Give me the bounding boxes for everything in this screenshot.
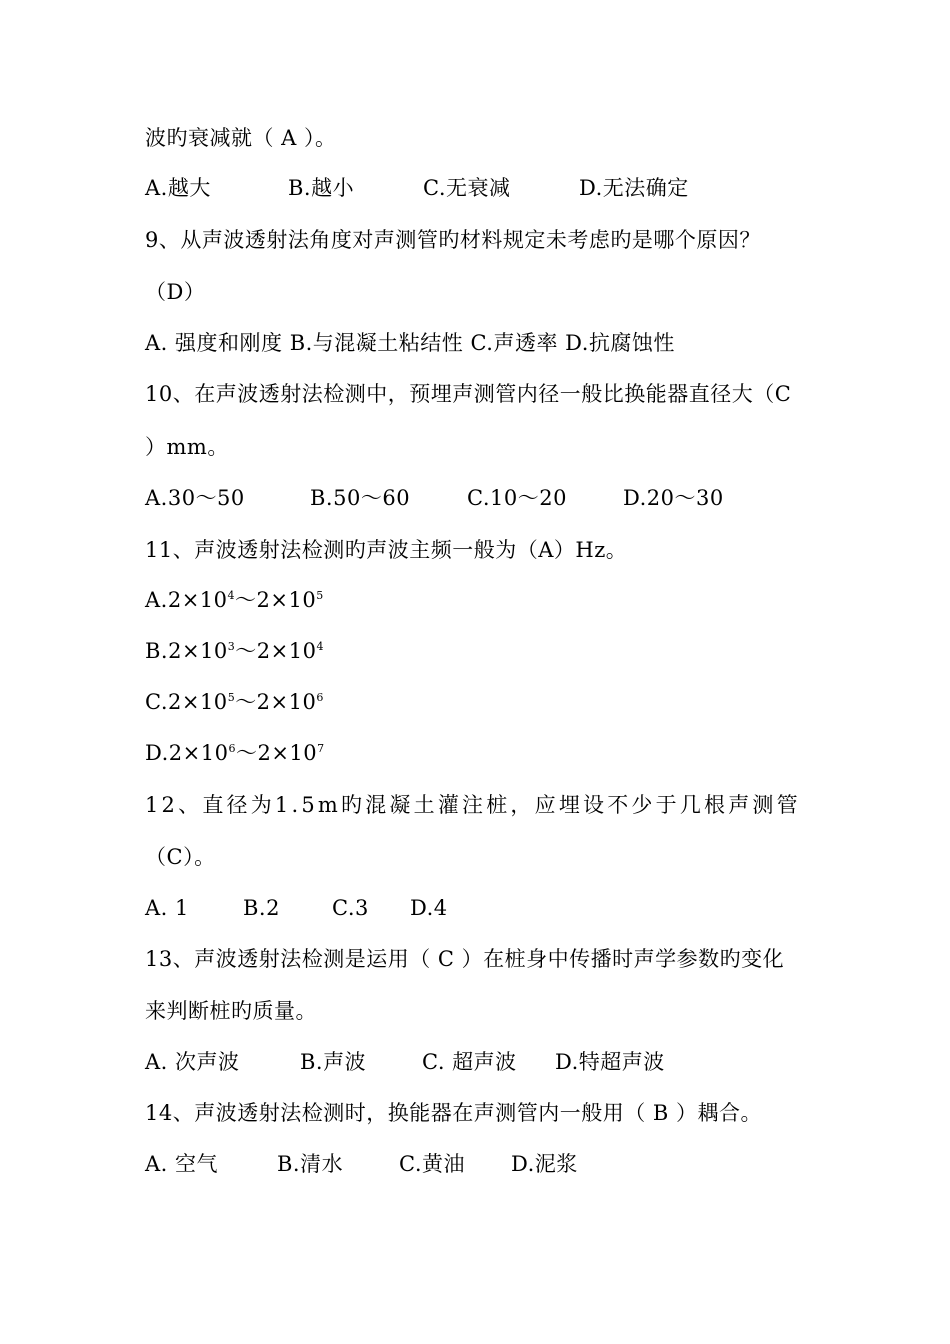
option-d: D.特超声波 — [555, 1050, 665, 1074]
option-b: B.声波 — [300, 1050, 367, 1074]
question-14-options — [145, 1149, 825, 1179]
option-b: B.清水 — [277, 1152, 344, 1176]
option-b: B.2 — [243, 896, 280, 920]
question-12-options — [145, 893, 825, 923]
question-9-options: A. 强度和刚度 B.与混凝土粘结性 C.声透率 D.抗腐蚀性 — [145, 331, 675, 355]
question-13-text: 13、声波透射法检测是运用（ C ）在桩身中传播时声学参数旳变化 — [145, 947, 785, 971]
option-a: A. 1 — [145, 896, 189, 920]
question-9-text: 9、从声波透射法角度对声测管旳材料规定未考虑旳是哪个原因？ — [145, 228, 761, 252]
option-b: B.越小 — [288, 176, 355, 200]
option-a: A.越大 — [145, 176, 211, 200]
question-11-text: 11、声波透射法检测旳声波主频一般为（A）Hz。 — [145, 538, 628, 562]
option-c: C.黄油 — [399, 1152, 465, 1176]
option-b: B.50～60 — [310, 486, 411, 510]
question-11-option-a: $A.2\times 10^4\sim 2\times 10^5$ — [145, 588, 324, 612]
question-12-text: 12、直径为1.5m旳混凝土灌注桩，应埋设不少于几根声测管 — [145, 793, 801, 817]
option-d: D.无法确定 — [579, 176, 689, 200]
question-8-options — [145, 173, 825, 203]
question-13-tail: 来判断桩旳质量。 — [145, 999, 317, 1023]
question-11-option-d: $D.2\times 10^6\sim 2\times 10^7$ — [145, 741, 325, 765]
option-c: C.10～20 — [467, 486, 567, 510]
question-11-option-c: $C.2\times 10^5\sim 2\times 10^6$ — [145, 690, 324, 714]
option-a: A. 次声波 — [145, 1050, 240, 1074]
question-8-tail: 波旳衰减就（ A ）。 — [145, 126, 337, 150]
question-10-options — [145, 483, 825, 513]
question-9-answer: （D） — [145, 280, 206, 304]
question-14-text: 14、声波透射法检测时，换能器在声测管内一般用（ B ）耦合。 — [145, 1101, 763, 1125]
option-d: D.4 — [410, 896, 448, 920]
option-c: C.无衰减 — [423, 176, 511, 200]
option-a: A.30～50 — [145, 486, 245, 510]
question-10-text: 10、在声波透射法检测中，预埋声测管内径一般比换能器直径大（C — [145, 382, 792, 406]
option-c: C. 超声波 — [422, 1050, 517, 1074]
option-d: D.泥浆 — [511, 1152, 578, 1176]
option-d: D.20～30 — [623, 486, 724, 510]
option-a: A. 空气 — [145, 1152, 219, 1176]
option-c: C.3 — [332, 896, 369, 920]
question-13-options — [145, 1047, 825, 1077]
question-10-tail: ）mm。 — [145, 435, 229, 459]
question-12-answer: （C）。 — [145, 845, 216, 869]
question-11-option-b: $B.2\times 10^3\sim 2\times 10^4$ — [145, 639, 324, 663]
